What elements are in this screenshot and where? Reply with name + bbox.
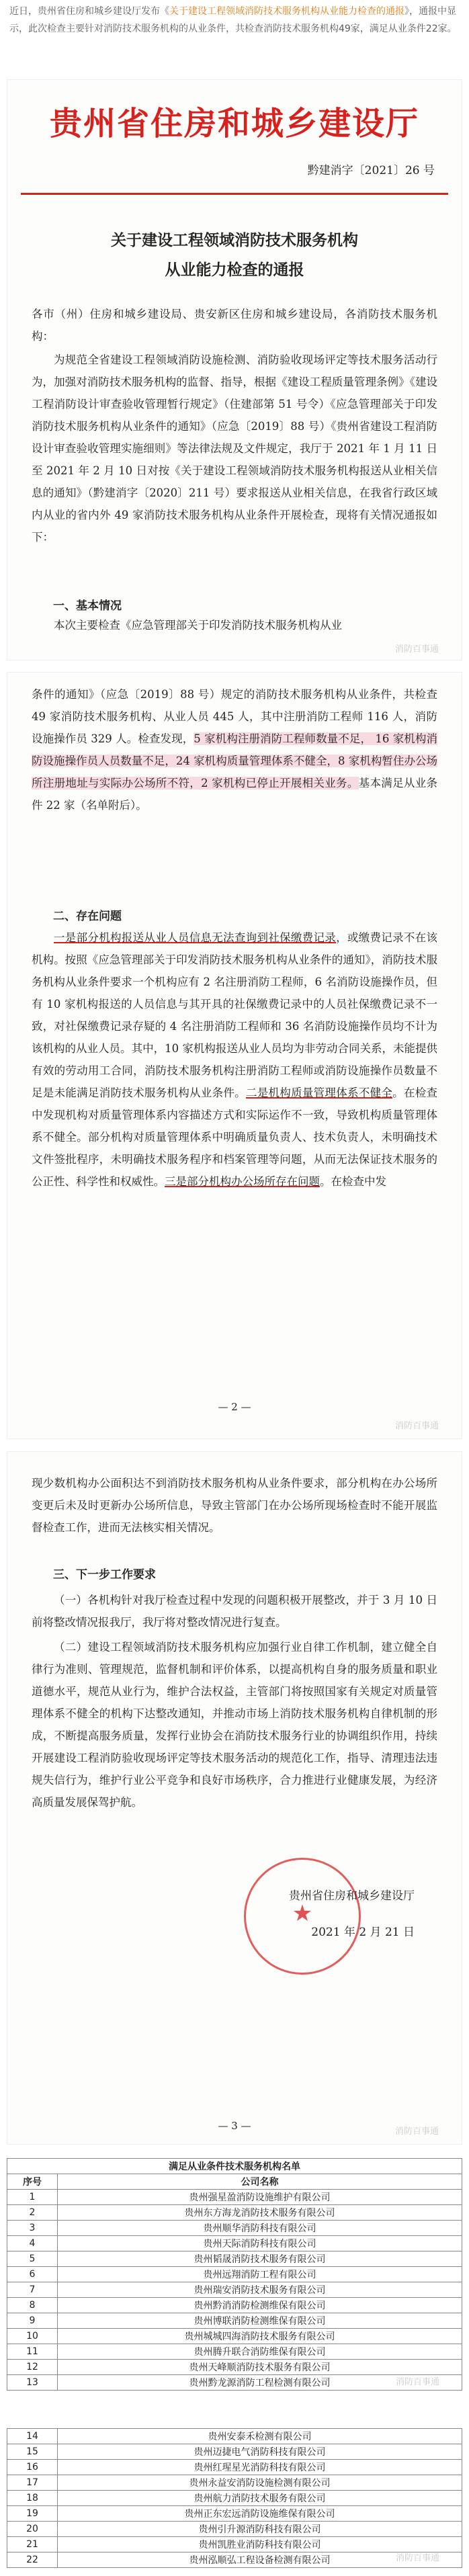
row-number: 21 [7, 2537, 58, 2552]
doc-title-line-1: 关于建设工程领域消防技术服务机构 [111, 231, 358, 249]
problem-2-underlined: 二是机构质量管理体系不健全 [245, 1086, 393, 1099]
page-number-2: — 2 — [218, 1401, 251, 1413]
paragraph-req-1: （一）各机构针对我厅检查过程中发现的问题积极开展整改，并于 3 月 10 日前将整改情况报我厅，我厅将对整改情况进行复查。 [32, 1594, 437, 1629]
signature-org: 贵州省住房和城乡建设厅 [289, 1889, 415, 1903]
row-number: 19 [7, 2506, 58, 2522]
problem-1-text: ，或缴费记录不在该机构。按照《应急管理部关于印发消防技术服务机构从业条件的通知》，消防技术服务机构从业条件要求一个机构应有 2 名注册消防工程师，6 名消防设施操作员，但有 10 家机构报送的人员信息与其开具的社保缴费记录中的人员社保缴费记录不一致，对社保缴费记录存疑的 4 名注册消防工程师和 36 名消防设施操作员均不计为该机构的从业人员。其中，10 家机构报送从业人员均为非劳动合同关系，未能提供有效的劳动用工合同，消防技术服务机构注册消防工程师或消防设施操作员数量不足是未能满足消防技术服务机构从业条件。 [32, 931, 438, 1099]
company-name: 贵州强星盈消防设施维护有限公司 [58, 2190, 462, 2205]
table-row [7, 2460, 462, 2475]
row-number: 17 [7, 2475, 58, 2491]
row-number: 11 [7, 2344, 58, 2360]
paragraph-basic-info: 本次主要检查《应急管理部关于印发消防技术服务机构从业 [54, 619, 342, 632]
document-page-1 [7, 79, 462, 660]
column-header-name: 公司名称 [58, 2174, 462, 2190]
table-gap [7, 2391, 462, 2429]
table-row [7, 2251, 462, 2267]
seal-star-icon: ★ [292, 1900, 313, 1927]
row-number: 2 [7, 2205, 58, 2221]
watermark-text: 消防百事通 [394, 644, 439, 654]
addressee: 各市（州）住房和城乡建设局、贵安新区住房和城乡建设局，各消防技术服务机构： [32, 308, 437, 343]
red-divider [21, 193, 448, 195]
company-name: 贵州天峰顺消防技术服务有限公司 [58, 2360, 462, 2375]
page-number-3: — 3 — [218, 2120, 251, 2132]
table-row [7, 2475, 462, 2491]
company-name: 贵州远翔消防工程有限公司 [58, 2267, 462, 2282]
intro-doc-link[interactable]: 关于建设工程领域消防技术服务机构从业能力检查的通报 [169, 6, 404, 17]
issuing-org-title: 贵州省住房和城乡建设厅 [49, 105, 419, 142]
row-number: 12 [7, 2360, 58, 2375]
company-name: 贵州顺华消防科技有限公司 [58, 2221, 462, 2236]
table-row [7, 2537, 462, 2552]
company-name: 贵州黔消消防检测维保有限公司 [58, 2298, 462, 2313]
findings-text-a: 条件的通知》（应急〔2019〕88 号）规定的消防技术服务机构从业条件，共检查 49 家消防技术服务机构、从业人员 445 人，其中注册消防工程师 116 人，消防设施操作员 329 人。检查发现， [32, 688, 437, 745]
problem-1-underlined: 一是部分机构报送从业人员信息无法查询到社保缴费记录 [54, 931, 337, 944]
intro-text-post: 》，通报中显示，此次检查主要针对消防技术服务机构的从业条件，共检查消防技术服务机构49家，满足从业条件22家。 [9, 6, 457, 34]
qualified-agencies-table [7, 2158, 462, 2568]
row-number: 7 [7, 2282, 58, 2298]
row-number: 10 [7, 2329, 58, 2344]
table-row [7, 2236, 462, 2251]
company-name: 贵州天际消防科技有限公司 [58, 2236, 462, 2251]
table-caption: 满足从业条件技术服务机构名单 [7, 2159, 462, 2174]
section-heading-3: 三、下一步工作要求 [53, 1568, 156, 1582]
paragraph-problems-cont: 现少数机构办公面积达不到消防技术服务机构从业条件要求，部分机构在办公场所变更后未及时更新办公场所信息，导致主管部门在办公场所现场检查时不能开展监督检查工作，进而无法核实相关情况。 [32, 1477, 437, 1534]
document-page-2 [7, 672, 462, 1439]
watermark-text: 消防百事通 [395, 2377, 439, 2387]
row-number: 18 [7, 2491, 58, 2506]
findings-highlight: 5 家机构注册消防工程师数量不足， 16 家机构消防设施操作员人员数量不足，24 家机构质量管理体系不健全，8 家机构暂住办公场所注册地址与实际办公场所不符，2 家机构已停止开展相关业务。 [32, 732, 437, 789]
company-name: 贵州博联消防检测维保有限公司 [58, 2313, 462, 2329]
table-row [7, 2522, 462, 2537]
row-number: 4 [7, 2236, 58, 2251]
company-name: 贵州韬晟消防技术服务有限公司 [58, 2251, 462, 2267]
table-row [7, 2190, 462, 2205]
watermark-text: 消防百事通 [395, 2553, 439, 2563]
company-name: 贵州东方海龙消防技术服务有限公司 [58, 2205, 462, 2221]
company-name: 贵州航力消防技术服务有限公司 [58, 2491, 462, 2506]
row-number: 13 [7, 2375, 58, 2391]
table-row [7, 2429, 462, 2444]
table-row [7, 2375, 462, 2391]
table-row [7, 2360, 462, 2375]
table-row [7, 2282, 462, 2298]
company-name: 贵州腾升联合消防维保有限公司 [58, 2344, 462, 2360]
watermark-text: 消防百事通 [394, 2127, 439, 2137]
company-name: 贵州红瑆星光消防科技有限公司 [58, 2460, 462, 2475]
doc-title-line-2: 从业能力检查的通报 [165, 261, 304, 279]
signature-date: 2021 年 2 月 21 日 [311, 1926, 415, 1939]
section-heading-2: 二、存在问题 [53, 910, 122, 923]
company-name: 贵州凯胜业消防科技有限公司 [58, 2537, 462, 2552]
intro-paragraph [9, 3, 464, 38]
row-number: 15 [7, 2444, 58, 2460]
company-name: 贵州泓顺弘工程设备检测有限公司 [58, 2552, 462, 2568]
row-number: 22 [7, 2552, 58, 2568]
intro-text-pre: 近日，贵州省住房和城乡建设厅发布《 [9, 6, 169, 17]
table-row [7, 2267, 462, 2282]
table-row [7, 2298, 462, 2313]
table-row [7, 2444, 462, 2460]
row-number: 5 [7, 2251, 58, 2267]
table-row [7, 2552, 462, 2568]
row-number: 1 [7, 2190, 58, 2205]
row-number: 9 [7, 2313, 58, 2329]
company-name: 贵州引升源消防科技有限公司 [58, 2522, 462, 2537]
document-number: 黔建消字〔2021〕26 号 [307, 164, 435, 177]
row-number: 3 [7, 2221, 58, 2236]
qualified-agencies-table-block [7, 2158, 462, 2568]
row-number: 14 [7, 2429, 58, 2444]
paragraph-findings [32, 683, 437, 816]
company-name: 贵州黔龙源消防工程检测有限公司 [58, 2375, 462, 2391]
table-row [7, 2506, 462, 2522]
section-heading-1: 一、基本情况 [53, 599, 122, 613]
paragraph-intro: 为规范全省建设工程领域消防设施检测、消防验收现场评定等技术服务活动行为，加强对消防技术服务机构的监督、指导，根据《建设工程质量管理条例》《建设工程消防设计审查验收管理暂行规定》（住建部第 51 号令）《应急管理部关于印发消防技术服务机构从业条件的通知》（应急〔2019〕88 号）《贵州省建设工程消防设计审查验收管理实施细则》等法律法规及文件规定，我厅于 2021 年 1 月 11 日至 2021 年 2 月 10 日对按《关于建设工程领域消防技术服务机构报送从业相关信息的通知》（黔建消字〔2020〕211 号）要求报送从业相关信息，在我省行政区域内从业的省内外 49 家消防技术服务机构从业条件开展检查，现将有关情况通报如下： [32, 353, 437, 544]
findings-text-b: 基本满足从业条件 22 家（名单附后）。 [32, 777, 437, 812]
paragraph-req-2: （二）建设工程领域消防技术服务机构应加强行业自律工作机制，建立健全自律行为准则、管理规范，监督机制和评价体系，以提高机构自身的服务质量和职业道德水平，规范从业行为，维护合法权益，主管部门将按照国家有关规定对质量管理体系不健全的机构下达整改通知，并推动市场上消防技术服务机构自律机制的形成，不断提高服务质量，发挥行业协会在消防技术服务行业的协调组织作用，持续开展建设工程消防验收现场评定等技术服务活动的规范化工作，指导、清理违法违规失信行为，维护行业公平竞争和良好市场秩序，合力推进行业健康发展，为经济高质量发展保驾护航。 [32, 1641, 437, 1809]
table-row [7, 2313, 462, 2329]
company-name: 贵州迈捷电气消防科技有限公司 [58, 2444, 462, 2460]
row-number: 6 [7, 2267, 58, 2282]
table-row [7, 2205, 462, 2221]
company-name: 贵州正东宏远消防设施维保有限公司 [58, 2506, 462, 2522]
table-row [7, 2344, 462, 2360]
paragraph-problems [32, 927, 437, 1193]
company-name: 贵州安泰禾检测有限公司 [58, 2429, 462, 2444]
watermark-text: 消防百事通 [394, 1421, 439, 1431]
document-page-3 [7, 1451, 462, 2145]
company-name: 贵州城城四海消防技术服务有限公司 [58, 2329, 462, 2344]
table-row [7, 2491, 462, 2506]
problem-2-text: 。在检查中发现机构对质量管理体系内容描述方式和实际运作不一致，导致机构质量管理体系不健全。部分机构对质量管理体系中明确质量负责人、技术负责人，未明确技术文件签批程序，未明确技术服务程序和档案管理等问题，从而无法保证技术服务的公正性、科学性和权威性。 [32, 1086, 438, 1188]
company-name: 贵州永益安消防设施检测有限公司 [58, 2475, 462, 2491]
row-number: 8 [7, 2298, 58, 2313]
official-seal [244, 1858, 361, 1975]
table-row [7, 2221, 462, 2236]
problem-3-text: 。在检查中发 [320, 1175, 386, 1188]
row-number: 20 [7, 2522, 58, 2537]
row-number: 16 [7, 2460, 58, 2475]
table-row [7, 2329, 462, 2344]
column-header-no: 序号 [7, 2174, 58, 2190]
company-name: 贵州瑞安消防技术服务有限公司 [58, 2282, 462, 2298]
problem-3-underlined: 三是部分机构办公场所存在问题 [165, 1175, 320, 1188]
